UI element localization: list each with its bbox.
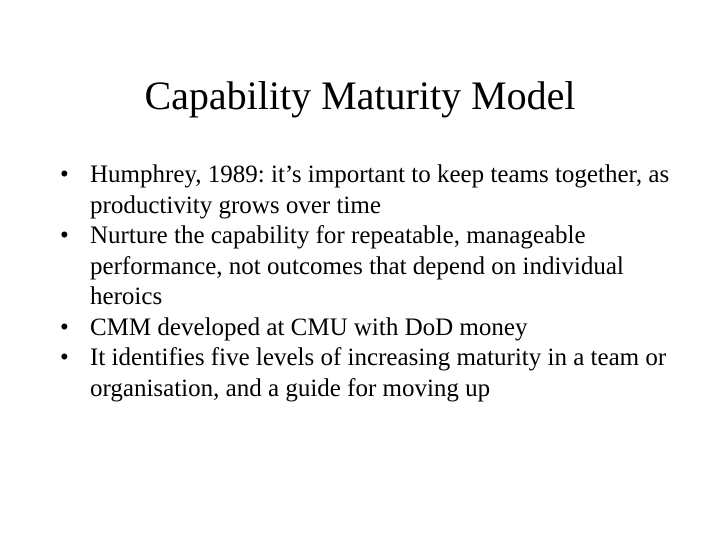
bullet-list (56, 160, 676, 404)
bullet-item (56, 221, 676, 313)
slide-title: Capability Maturity Model (144, 73, 576, 118)
bullet-text: It identifies five levels of increasing maturity in a team or organisation, and a guide for moving up (90, 344, 667, 402)
bullet-text: Nurture the capability for repeatable, manageable performance, not outcomes that depend on individual heroics (90, 222, 624, 310)
bullet-text: CMM developed at CMU with DoD money (90, 313, 528, 341)
bullet-icon: • (60, 161, 69, 188)
bullet-item (56, 313, 676, 344)
bullet-item (56, 343, 676, 404)
bullet-icon: • (60, 313, 69, 341)
bullet-item (56, 160, 676, 221)
bullet-text: Humphrey, 1989: it’s important to keep teams together, as productivity grows over time (90, 161, 670, 219)
bullet-icon: • (60, 222, 69, 249)
bullet-icon: • (60, 344, 69, 371)
